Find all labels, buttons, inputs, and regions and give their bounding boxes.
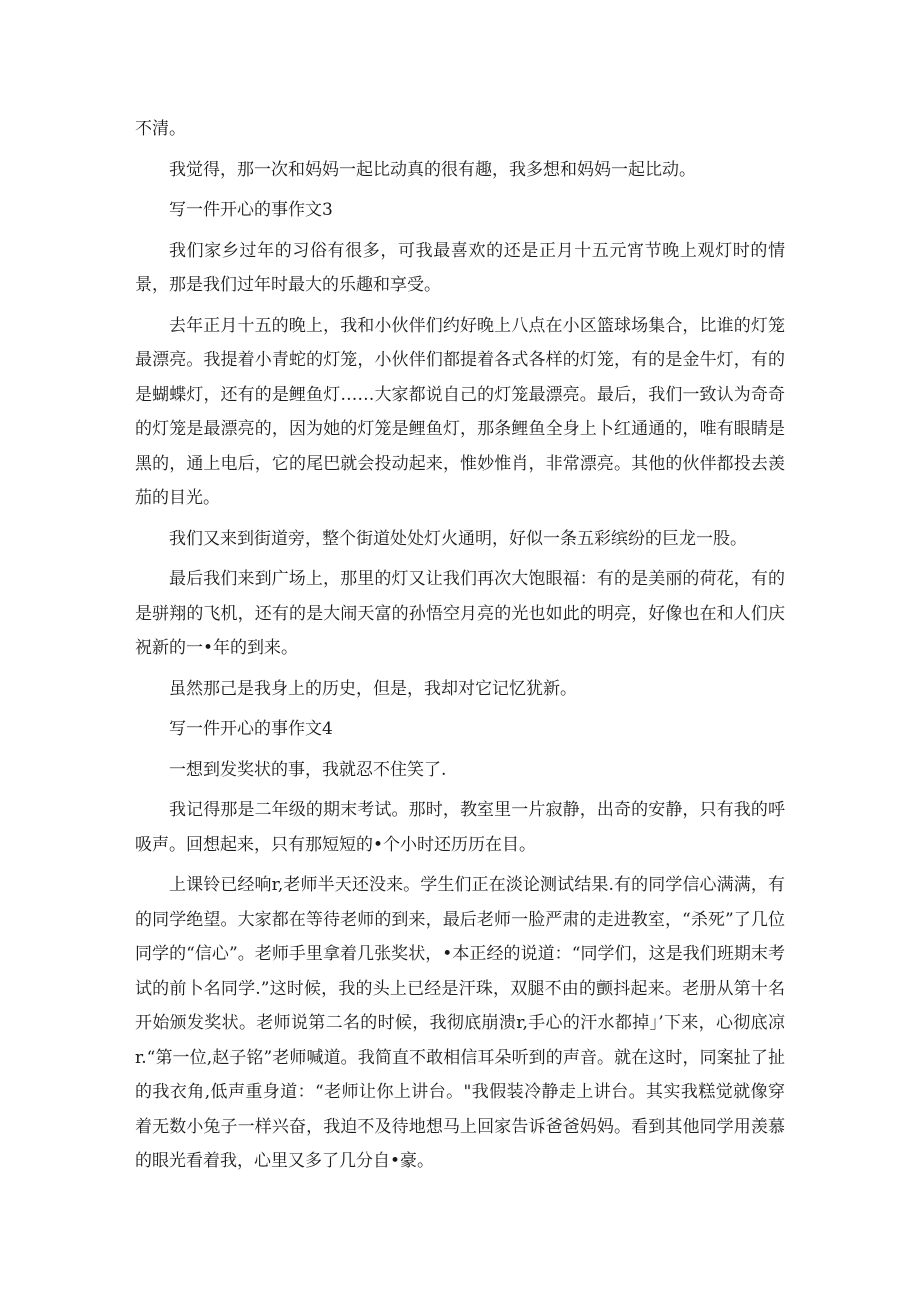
section-heading-3: 写一件开心的事作文3 (169, 200, 333, 220)
paragraph: 虽然那己是我身上的历史，但是，我却对它记忆犹新。 (169, 678, 577, 699)
paragraph-continuation: 不清。 (135, 119, 186, 139)
paragraph: 我觉得，那一次和妈妈一起比动真的很有趣，我多想和妈妈一起比动。 (169, 159, 696, 180)
section-heading-4: 写一件开心的事作文4 (169, 719, 333, 739)
paragraph: 我记得那是二年级的期末考试。那时，教室里一片寂静，出奇的安静，只有我的呼吸声。回想起来，只有那短短的•个小时还历历在目。 (135, 800, 785, 855)
paragraph: 上课铃已经响r,老师半天还没来。学生们正在淡论测试结果.有的同学信心满满，有的同学绝望。大家都在等待老师的到来，最后老师一脸严肃的走进教室，“杀死”了几位同学的“信心”。老师手里拿着几张奖状，•本正经的说道：“同学们，这是我们班期末考试的前卜名同学.”这时候，我的头上已经是汗珠，双腿不由的颤抖起来。老册从第十名开始颁发奖状。老师说第二名的时候，我彻底崩溃r,手心的汗水都掉」’下来，心彻底凉r.“第一位,赵子铭”老师喊道。我简直不敢相信耳朵听到的声音。就在这时，同案扯了扯的我衣角,低声重身道：“老师让你上讲台。"我假装冷静走上讲台。其实我糕觉就像穿着无数小兔子一样兴奋，我迫不及待地想马上回家告诉爸爸妈妈。看到其他同学用羡慕的眼光看着我，心里又多了几分自•豪。 (135, 875, 785, 1171)
document-body (135, 112, 785, 1185)
paragraph: 一想到发奖状的事，我就忍不住笑了. (169, 759, 447, 780)
paragraph: 我们家乡过年的习俗有很多，可我最喜欢的还是正月十五元宵节晚上观灯时的情景，那是我们过年时最大的乐趣和享受。 (135, 240, 785, 295)
paragraph: 最后我们来到广场上，那里的灯又让我们再次大饱眼福：有的是美丽的荷花，有的是骈翔的飞机，还有的是大闹天富的孙悟空月亮的光也如此的明亮，好像也在和人们庆祝新的一•年的到来。 (135, 569, 785, 658)
paragraph: 去年正月十五的晚上，我和小伙伴们约好晚上八点在小区篮球场集合，比谁的灯笼最漂亮。我提着小青蛇的灯笼，小伙伴们都提着各式各样的灯笼，有的是金牛灯，有的是蝴蝶灯，还有的是鲤鱼灯……大家都说自己的灯笼最漂亮。最后，我们一致认为奇奇的灯笼是最漂亮的，因为她的灯笼是鲤鱼灯，那条鲤鱼全身上卜红通通的，唯有眼睛是黑的，通上电后，它的尾巴就会投动起来，惟妙惟肖，非常漂亮。其他的伙伴都投去羡茄的目光。 (135, 315, 785, 508)
paragraph: 我们又来到街道旁，整个街道处处灯火通明，好似一条五彩缤纷的巨龙一股。 (169, 528, 747, 549)
